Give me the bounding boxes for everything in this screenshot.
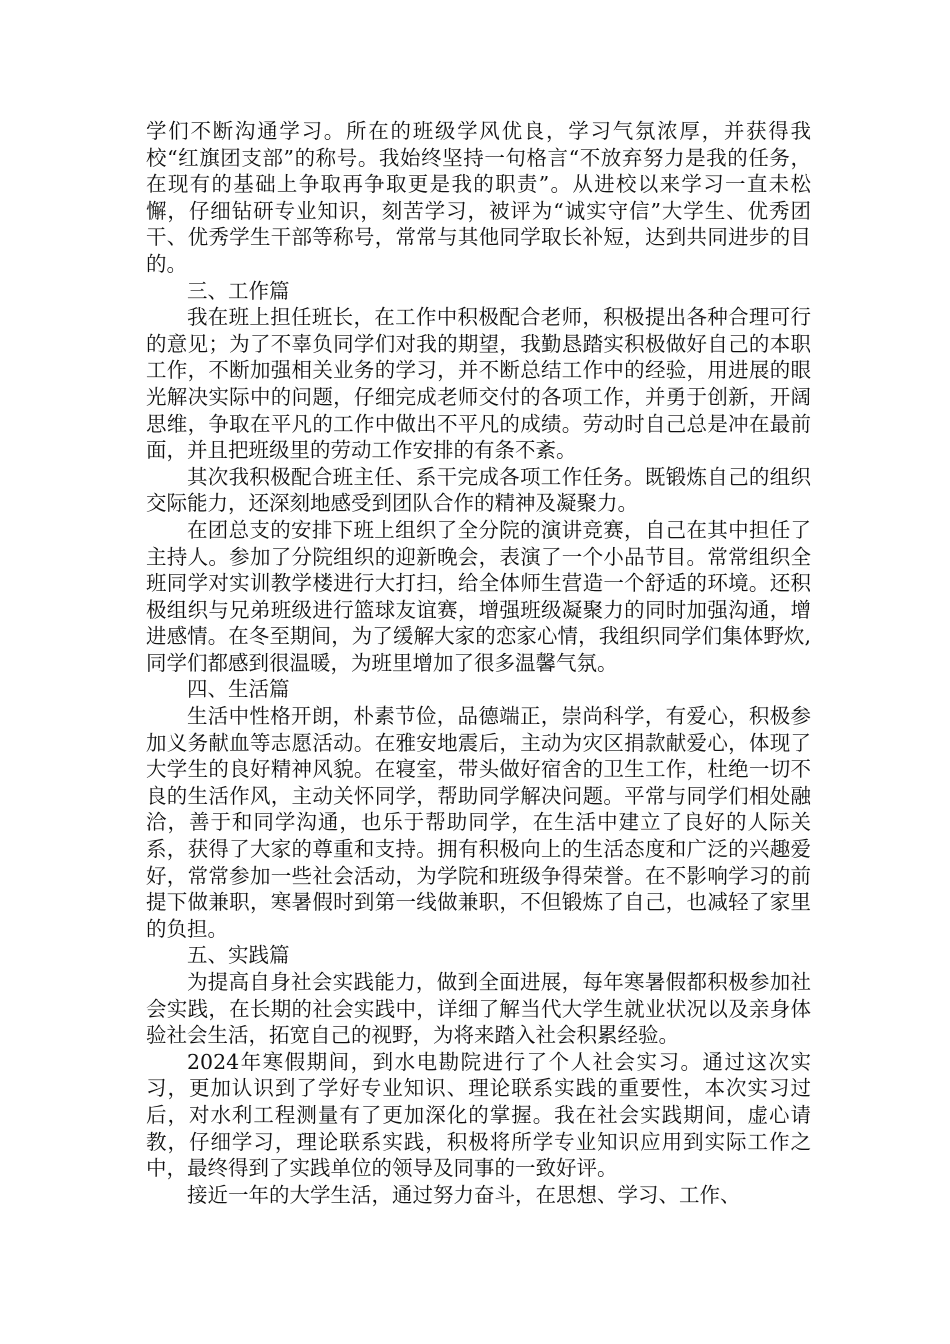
- paragraph-conclusion-start: 接近一年的大学生活，通过努力奋斗，在思想、学习、工作、: [187, 1182, 741, 1207]
- paragraph-study-continued: 学们不断沟通学习。所在的班级学风优良，学习气氛浓厚，并获得我校“红旗团支部”的称号。我始终坚持一句格言“不放弃努力是我的任务，在现有的基础上争取再争取更是我的职责”。从进校以来学习一直未松懈，仔细钻研专业知识，刻苦学习，被评为“诚实守信”大学生、优秀团干、优秀学生干部等称号，常常与其他同学取长补短，达到共同进步的目的。: [146, 119, 811, 276]
- section-heading-practice: 五、实践篇: [187, 943, 290, 968]
- section-heading-work: 三、工作篇: [187, 278, 290, 303]
- paragraph-practice-summary: 为提高自身社会实践能力，做到全面进展，每年寒暑假都积极参加社会实践，在长期的社会实践中，详细了解当代大学生就业状况以及亲身体验社会生活，拓宽自己的视野，为将来踏入社会积累经验。: [146, 970, 811, 1048]
- paragraph-work-cooperation: 其次我积极配合班主任、系干完成各项工作任务。既锻炼自己的组织交际能力，还深刻地感受到团队合作的精神及凝聚力。: [146, 464, 811, 516]
- paragraph-work-monitor: 我在班上担任班长，在工作中积极配合老师，积极提出各种合理可行的意见；为了不辜负同学们对我的期望，我勤恳踏实积极做好自己的本职工作，不断加强相关业务的学习，并不断总结工作中的经验，用进展的眼光解决实际中的问题，仔细完成老师交付的各项工作，并勇于创新，开阔思维，争取在平凡的工作中做出不平凡的成绩。劳动时自己总是冲在最前面，并且把班级里的劳动工作安排的有条不紊。: [146, 305, 811, 463]
- paragraph-life: 生活中性格开朗，朴素节俭，品德端正，崇尚科学，有爱心，积极参加义务献血等志愿活动。在雅安地震后，主动为灾区捐款献爱心，体现了大学生的良好精神风貌。在寝室，带头做好宿舍的卫生工作，杜绝一切不良的生活作风，主动关怀同学，帮助同学解决问题。平常与同学们相处融洽，善于和同学沟通，也乐于帮助同学，在生活中建立了良好的人际关系，获得了大家的尊重和支持。拥有积极向上的生活态度和广泛的兴趣爱好，常常参加一些社会活动，为学院和班级争得荣誉。在不影响学习的前提下做兼职，寒暑假时到第一线做兼职，不但锻炼了自己，也减轻了家里的负担。: [146, 704, 811, 941]
- paragraph-practice-internship: 2024年寒假期间，到水电勘院进行了个人社会实习。通过这次实习，更加认识到了学好专业知识、理论联系实践的重要性，本次实习过后，对水利工程测量有了更加深化的掌握。我在社会实践期间，虚心请教，仔细学习，理论联系实践，积极将所学专业知识应用到实际工作之中，最终得到了实践单位的领导及同事的一致好评。: [146, 1049, 811, 1181]
- section-heading-life: 四、生活篇: [187, 677, 290, 702]
- document-body: [146, 118, 811, 1208]
- paragraph-work-activities: 在团总支的安排下班上组织了全分院的演讲竞赛，自己在其中担任了主持人。参加了分院组织的迎新晚会，表演了一个小品节目。常常组织全班同学对实训教学楼进行大打扫，给全体师生营造一个舒适的环境。还积极组织与兄弟班级进行篮球友谊赛，增强班级凝聚力的同时加强沟通，增进感情。在冬至期间，为了缓解大家的恋家心情，我组织同学们集体野炊,同学们都感到很温暖，为班里增加了很多温馨气氛。: [146, 517, 811, 675]
